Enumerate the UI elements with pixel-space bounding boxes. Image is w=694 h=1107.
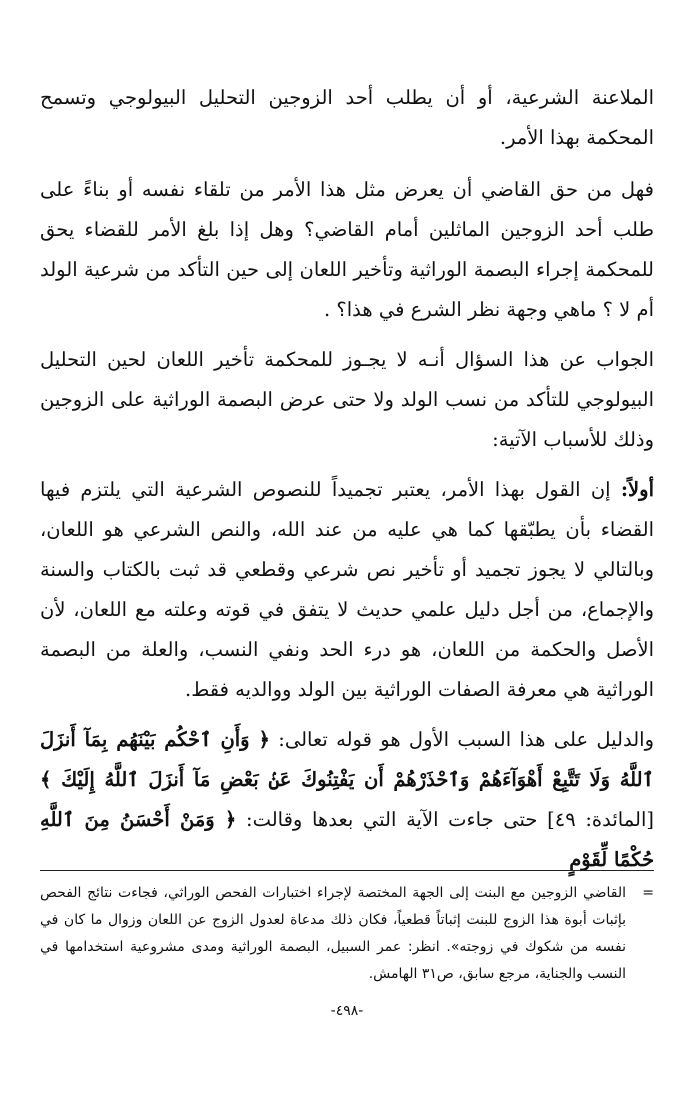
quran-quote-2: ﴿ وَمَنْ أَحْسَنُ مِنَ ٱللَّهِ حُكْمًا لِّقَوْمٍ — [40, 808, 654, 871]
paragraph-4-text: إن القول بهذا الأمر، يعتبر تجميداً للنصوص الشرعية التي يلتزم فيها القضاء بأن يطبّقها كما هي عليه من عند الله، والنص الشرعي هو اللعان، وبالتالي لا يجوز تجميد أو تأخير نص شرعي وقطعي قد ثبت بالكتاب والسنة والإجماع، من أجل دليل علمي حديث لا يتفق في قوته وعلته مع اللعان، لأن الأصل والحكمة من اللعان، هو درء الحد ونفي النسب، والعلة من البصمة الوراثية هي معرفة الصفات الوراثية بين الولد ووالديه فقط. — [40, 478, 654, 701]
footnote-continuation-marker: = — [642, 885, 654, 901]
footnote-text: القاضي الزوجين مع البنت إلى الجهة المختصة لإجراء اختبارات الفحص الوراثي، فجاءت نتائج الفحص بإثبات أبوة هذا الزوج للبنت إثباتاً قطعياً، فكان ذلك مدعاة لعدول الزوج عن اللعان وزوال ما كان في نفسه من شكوك في زوجته». انظر: عمر السبيل، البصمة الوراثية ومدى مشروعية استخدامها في النسب والجناية، مرجع سابق، ص٣١ الهامش. — [40, 885, 626, 982]
paragraph-2 — [40, 170, 654, 330]
paragraph-4 — [40, 470, 654, 710]
paragraph-4-lead: أولاً: — [620, 478, 654, 501]
paragraph-1 — [40, 78, 654, 158]
page-number: -٤٩٨- — [330, 1003, 364, 1019]
paragraph-5-mid: حتى جاءت الآية التي بعدها وقالت: — [236, 808, 538, 831]
quran-reference: [المائدة: ٤٩] — [537, 808, 654, 831]
footnote-divider — [40, 870, 654, 871]
paragraph-2-text: فهل من حق القاضي أن يعرض مثل هذا الأمر من تلقاء نفسه أو بناءً على طلب أحد الزوجين الماثلين أمام القاضي؟ وهل إذا بلغ الأمر للقضاء يحق للمحكمة إجراء البصمة الوراثية وتأخير اللعان إلى حين التأكد من شرعية الولد أم لا ؟ ماهي وجهة نظر الشرع في هذا؟ . — [40, 178, 654, 321]
footnote — [40, 880, 654, 988]
quran-quote-1: ﴿ وَأَنِ ٱحْكُم بَيْنَهُم بِمَآ أَنزَلَ ٱللَّهُ وَلَا تَتَّبِعْ أَهْوَآءَهُمْ وَٱحْذَرْهُمْ أَن يَفْتِنُوكَ عَنۢ بَعْضِ مَآ أَنزَلَ ٱللَّهُ إِلَيْكَ ﴾ — [40, 728, 654, 791]
paragraph-5 — [40, 720, 654, 880]
paragraph-3 — [40, 340, 654, 460]
paragraph-3-text: الجواب عن هذا السؤال أنـه لا يجـوز للمحكمة تأخير اللعان لحين التحليل البيولوجي للتأكد من نسب الولد ولا حتى عرض البصمة الوراثية على الزوجين وذلك للأسباب الآتية: — [40, 348, 654, 451]
paragraph-1-text: الملاعنة الشرعية، أو أن يطلب أحد الزوجين التحليل البيولوجي وتسمح المحكمة بهذا الأمر. — [40, 86, 654, 149]
paragraph-5-intro: والدليل على هذا السبب الأول هو قوله تعالى: — [269, 728, 655, 751]
